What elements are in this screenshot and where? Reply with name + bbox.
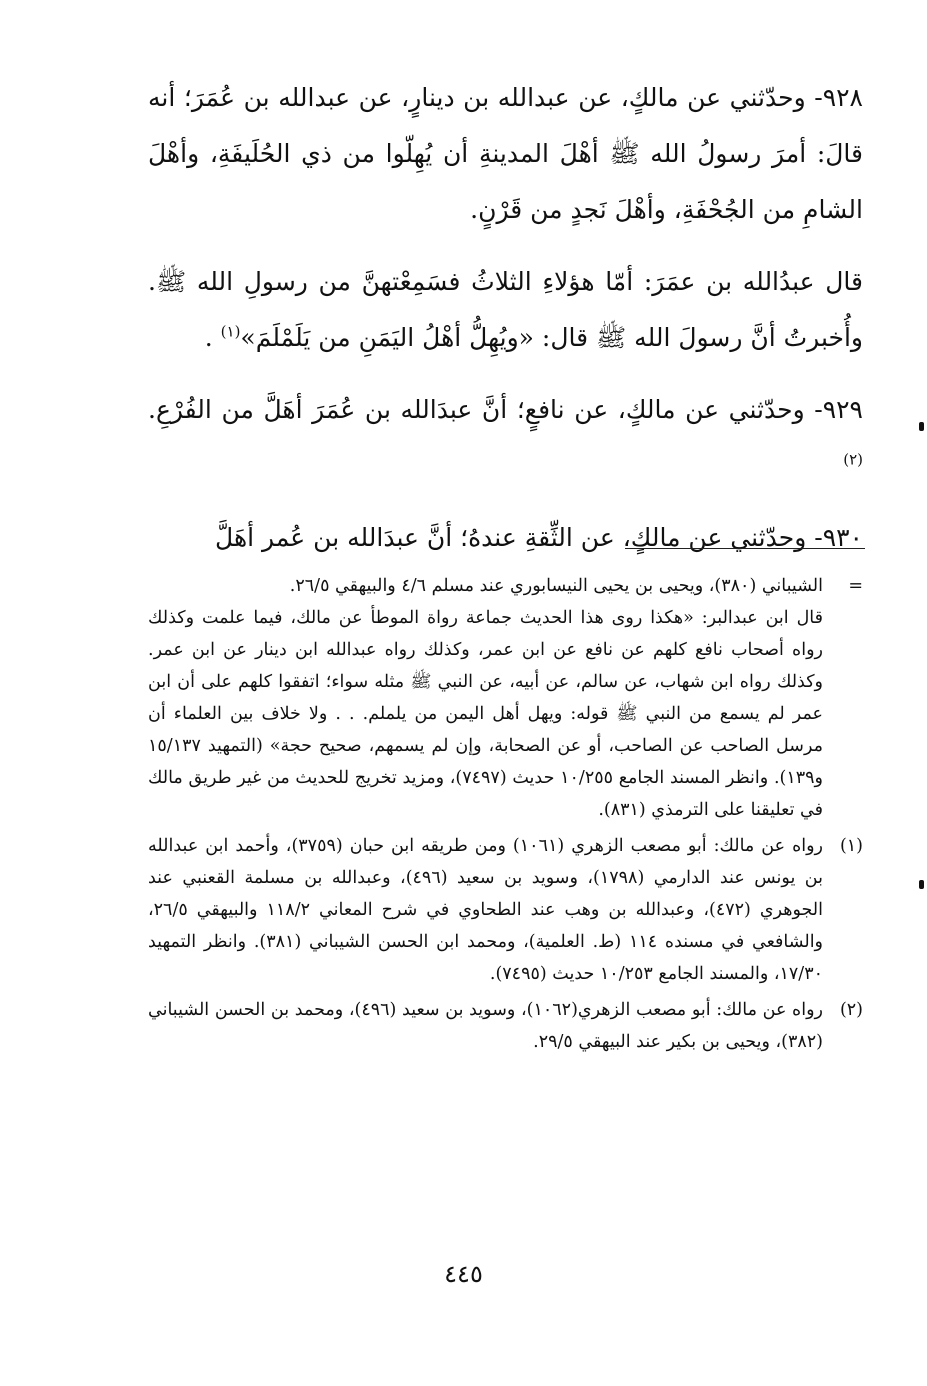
footnote-divider <box>625 548 865 549</box>
hadith-929 <box>148 382 863 494</box>
footnote-ref-1[interactable]: (١) <box>220 322 241 341</box>
main-text <box>148 70 863 566</box>
continuation-line: الشيباني (٣٨٠)، ويحيى بن يحيى النيسابوري عند مسلم ٤/٦ والبيهقي ٢٦/٥. <box>289 576 823 596</box>
continuation-marker: = <box>848 576 863 596</box>
narration-ibn-umar <box>148 254 863 366</box>
continuation-paragraph: قال ابن عبدالبر: «هكذا روى هذا الحديث جماعة رواة الموطأ عن مالك، فيما علمت وكذلك رواه أصحاب نافع كلهم عن نافع عن ابن عمر، وكذلك رواه عبدالله ابن دينار عن ابن عمر. وكذلك رواه ابن شهاب، عن سالم، عن أبيه، عن النبي ﷺ مثله سواء؛ اتفقوا كلهم على أن ابن عمر لم يسمع من النبي ﷺ قوله: ويهل أهل اليمن من يلملم. . . ولا خلاف بين العلماء أن مرسل الصاحب عن الصاحب، أو عن الصحابة، وإن لم يسمهم، صحيح حجة» (التمهيد ١٥/١٣٧ و١٣٩). وانظر المسند الجامع ١٠/٢٥٥ حديث (٧٤٩٧)، ومزيد تخريج للحديث من غير طريق مالك في تعليقنا على الترمذي (٨٣١). <box>148 608 823 820</box>
narration-text: قال عبدُالله بن عمَرَ: أمّا هؤلاءِ الثلاثُ فسَمِعْتهنَّ من رسولِ الله ﷺ. وأُخبرتُ أنَّ رسولَ الله ﷺ قال: «ويُهِلُّ أهْلُ اليَمَنِ من يَلَمْلَمَ» <box>148 267 863 352</box>
narration-end: . <box>204 323 221 352</box>
footnote-2-text: رواه عن مالك: أبو مصعب الزهري(١٠٦٢)، وسويد بن سعيد (٤٩٦)، ومحمد بن الحسن الشيباني (٣٨٢)، ويحيى بن بكير عند البيهقي ٢٩/٥. <box>148 1000 823 1052</box>
hadith-928: ٩٢٨- وحدّثني عن مالكٍ، عن عبدالله بن دينارٍ، عن عبدالله بن عُمَرَ؛ أنه قالَ: أمرَ رسولُ الله ﷺ أهْلَ المدينةِ أن يُهِلّوا من ذي الحُلَيفَةِ، وأهْلَ الشامِ من الجُحْفَةِ، وأهْلَ نَجدٍ من قَرْنٍ. <box>148 83 863 224</box>
scan-mark-bottom <box>919 880 924 889</box>
page-number: ٤٤٥ <box>444 1260 483 1288</box>
footnote-1-text: رواه عن مالك: أبو مصعب الزهري (١٠٦١) ومن طريقه ابن حبان (٣٧٥٩)، وأحمد ابن عبدالله بن يونس عند الدارمي (١٧٩٨)، وسويد بن سعيد (٤٩٦)، وعبدالله بن مسلمة القعنبي عند الجوهري (٤٧٢)، وعبدالله بن وهب عند الطحاوي في شرح المعاني ١١٨/٢ والبيهقي ٢٦/٥، والشافعي في مسنده ١١٤ (ط. العلمية)، ومحمد ابن الحسن الشيباني (٣٨١). وانظر التمهيد ١٧/٣٠، والمسند الجامع ١٠/٢٥٣ حديث (٧٤٩٥). <box>148 836 824 984</box>
footnote-2-marker: (٢) <box>839 1000 863 1020</box>
footnote-1 <box>148 830 863 990</box>
footnote-2 <box>148 994 863 1058</box>
footnote-continuation <box>148 570 863 826</box>
footnote-ref-2[interactable]: (٢) <box>843 450 863 469</box>
hadith-929-text: ٩٢٩- وحدّثني عن مالكٍ، عن نافعٍ؛ أنَّ عبدَالله بن عُمَرَ أهَلَّ من الفُرْعِ. <box>148 395 863 424</box>
footnote-1-marker: (١) <box>839 836 863 856</box>
hadith-930: ٩٣٠- وحدّثني عن مالكٍ، عن الثِّقةِ عندهُ؛ أنَّ عبدَالله بن عُمر أهَلَّ <box>215 523 863 552</box>
footnotes-section <box>148 570 863 1062</box>
scan-mark-top <box>919 422 924 431</box>
